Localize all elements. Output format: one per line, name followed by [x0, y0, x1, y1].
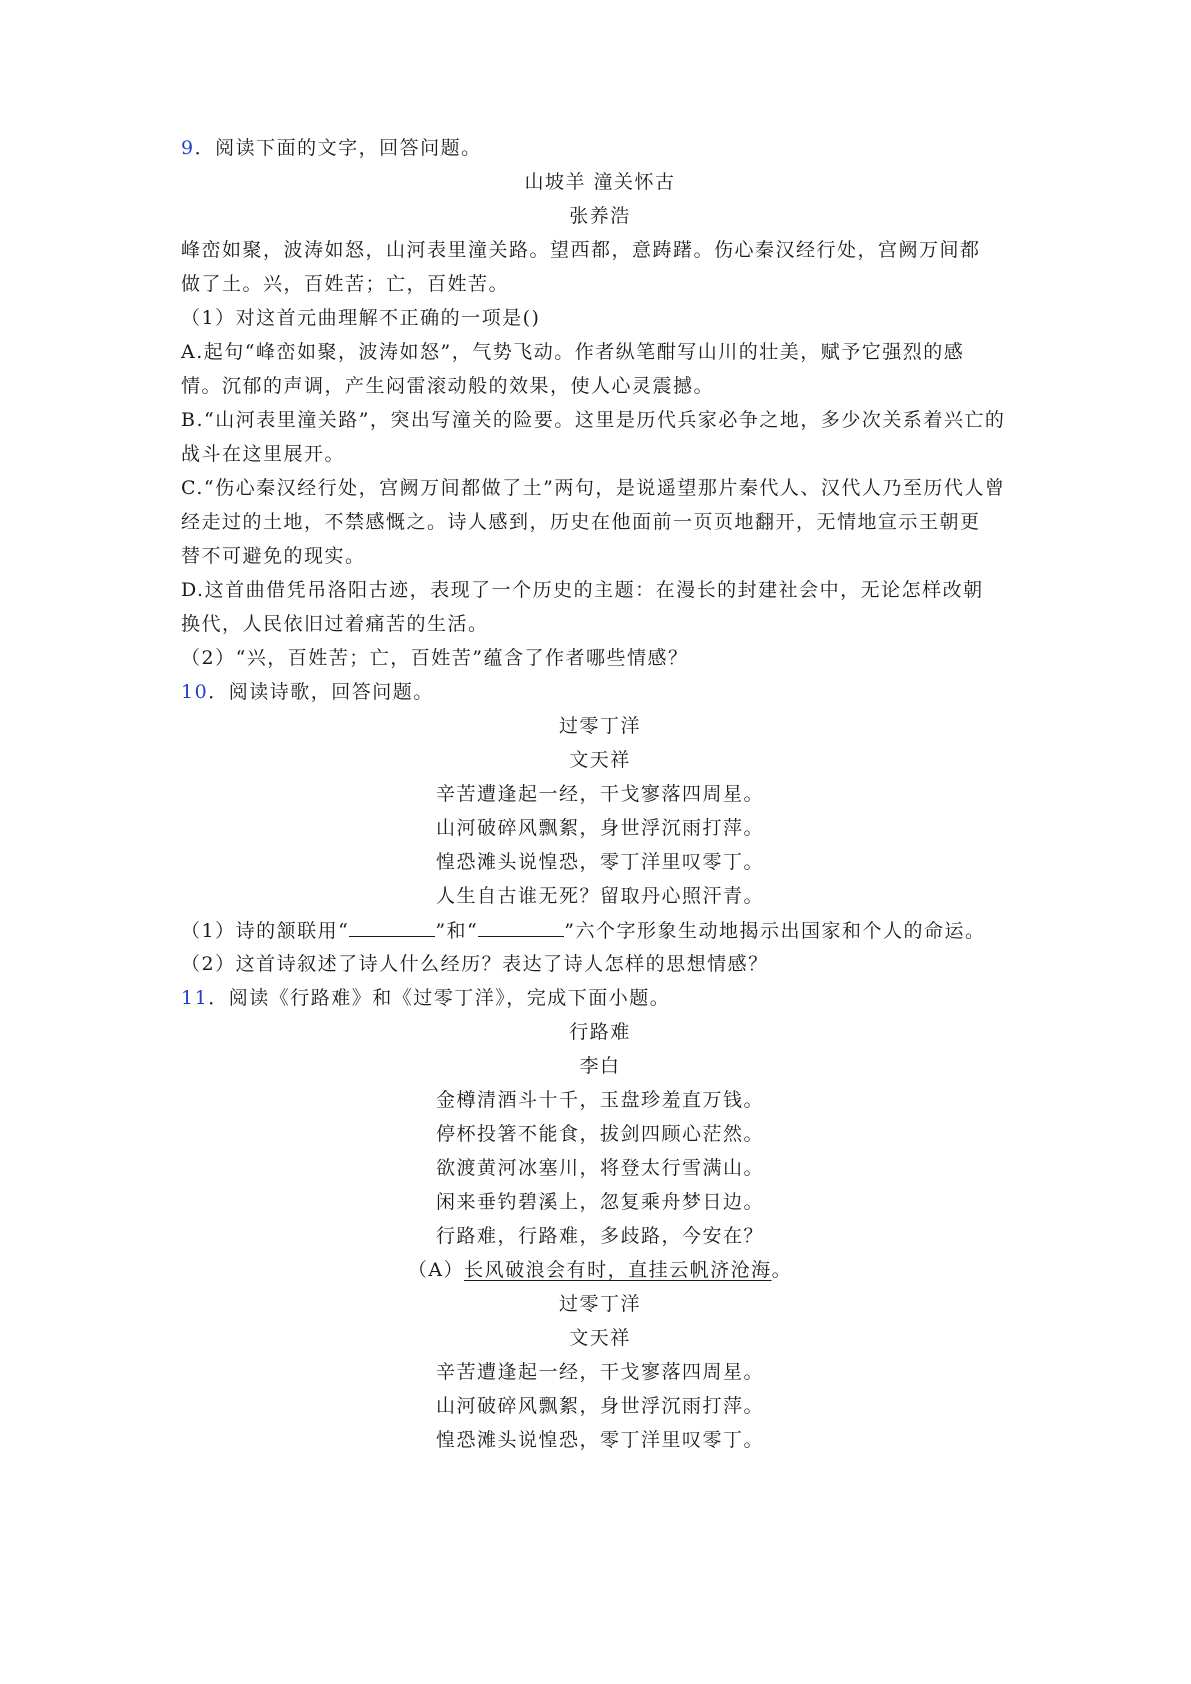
- q9-subquestion-2: （2）“兴，百姓苦；亡，百姓苦”蕴含了作者哪些情感？: [181, 647, 689, 669]
- q9-poem-author: 张养浩: [569, 205, 631, 227]
- q11-poem2-title: 过零丁洋: [558, 1293, 641, 1315]
- q11-poem1-line-marked: （A）长风破浪会有时，直挂云帆济沧海。: [407, 1259, 793, 1281]
- q11-poem1-author: 李白: [579, 1055, 621, 1077]
- q11-poem1-line: 行路难，行路难，多歧路，今安在？: [435, 1225, 764, 1247]
- q9-option-d: 换代，人民依旧过着痛苦的生活。: [181, 613, 489, 635]
- q10-subquestion-2: （2）这首诗叙述了诗人什么经历？表达了诗人怎样的思想情感？: [181, 953, 769, 975]
- marker-label: （A）: [407, 1259, 465, 1281]
- q11-number: 11: [181, 987, 209, 1009]
- q10-poem-author: 文天祥: [569, 749, 631, 771]
- q10-poem-line: 惶恐滩头说惶恐，零丁洋里叹零丁。: [435, 851, 764, 873]
- q11-poem1-title: 行路难: [569, 1021, 631, 1043]
- q11-prompt: 11．阅读《行路难》和《过零丁洋》，完成下面小题。: [181, 987, 671, 1009]
- q11-poem1-line: 闲来垂钓碧溪上，忽复乘舟梦日边。: [435, 1191, 764, 1213]
- q11-poem2-line: 辛苦遭逢起一经，干戈寥落四周星。: [435, 1361, 764, 1383]
- q10-poem-line: 辛苦遭逢起一经，干戈寥落四周星。: [435, 783, 764, 805]
- answer-blank[interactable]: [349, 918, 435, 937]
- q10-subquestion-1: （1）诗的颔联用“ ”和“ ”六个字形象生动地揭示出国家和个人的命运。: [181, 920, 986, 942]
- q9-option-c: C.“伤心秦汉经行处，宫阙万间都做了土”两句，是说遥望那片秦代人、汉代人乃至历代人曾: [181, 477, 1006, 499]
- q11-poem1-line: 金樽清酒斗十千，玉盘珍羞直万钱。: [435, 1089, 764, 1111]
- answer-blank[interactable]: [478, 918, 564, 937]
- q10-poem-line: 人生自古谁无死？留取丹心照汗青。: [435, 885, 764, 907]
- q9-poem-title: 山坡羊 潼关怀古: [524, 171, 676, 193]
- q11-poem2-author: 文天祥: [569, 1327, 631, 1349]
- underlined-sentence: 长风破浪会有时，直挂云帆济沧海: [464, 1259, 772, 1281]
- q9-prompt: 9．阅读下面的文字，回答问题。: [181, 137, 482, 159]
- q11-poem2-line: 惶恐滩头说惶恐，零丁洋里叹零丁。: [435, 1429, 764, 1451]
- q9-text-line: 做了土。兴，百姓苦；亡，百姓苦。: [181, 273, 510, 295]
- q9-option-b: 战斗在这里展开。: [181, 443, 346, 465]
- q9-option-b: B.“山河表里潼关路”，突出写潼关的险要。这里是历代兵家必争之地，多少次关系着兴亡的: [181, 409, 1006, 431]
- q9-option-a: A.起句“峰峦如聚，波涛如怒”，气势飞动。作者纵笔酣写山川的壮美，赋予它强烈的感: [181, 341, 965, 363]
- q10-prompt: 10．阅读诗歌，回答问题。: [181, 681, 434, 703]
- q10-number: 10: [181, 681, 209, 703]
- q11-poem1-line: 停杯投箸不能食，拔剑四顾心茫然。: [435, 1123, 764, 1145]
- q9-text-line: 峰峦如聚，波涛如怒，山河表里潼关路。望西都，意踌躇。伤心秦汉经行处，宫阙万间都: [181, 239, 981, 261]
- q9-option-c: 替不可避免的现实。: [181, 545, 366, 567]
- q9-option-c: 经走过的土地，不禁感慨之。诗人感到，历史在他面前一页页地翻开，无情地宣示王朝更: [181, 511, 981, 533]
- q11-poem2-line: 山河破碎风飘絮，身世浮沉雨打萍。: [435, 1395, 764, 1417]
- q9-option-d: D.这首曲借凭吊洛阳古迹，表现了一个历史的主题：在漫长的封建社会中，无论怎样改朝: [181, 579, 984, 601]
- q9-number: 9: [181, 137, 195, 159]
- q9-option-a: 情。沉郁的声调，产生闷雷滚动般的效果，使人心灵震撼。: [181, 375, 715, 397]
- q10-poem-title: 过零丁洋: [558, 715, 641, 737]
- q11-poem1-line: 欲渡黄河冰塞川，将登太行雪满山。: [435, 1157, 764, 1179]
- q9-subquestion-1: （1）对这首元曲理解不正确的一项是(): [181, 307, 541, 329]
- q10-poem-line: 山河破碎风飘絮，身世浮沉雨打萍。: [435, 817, 764, 839]
